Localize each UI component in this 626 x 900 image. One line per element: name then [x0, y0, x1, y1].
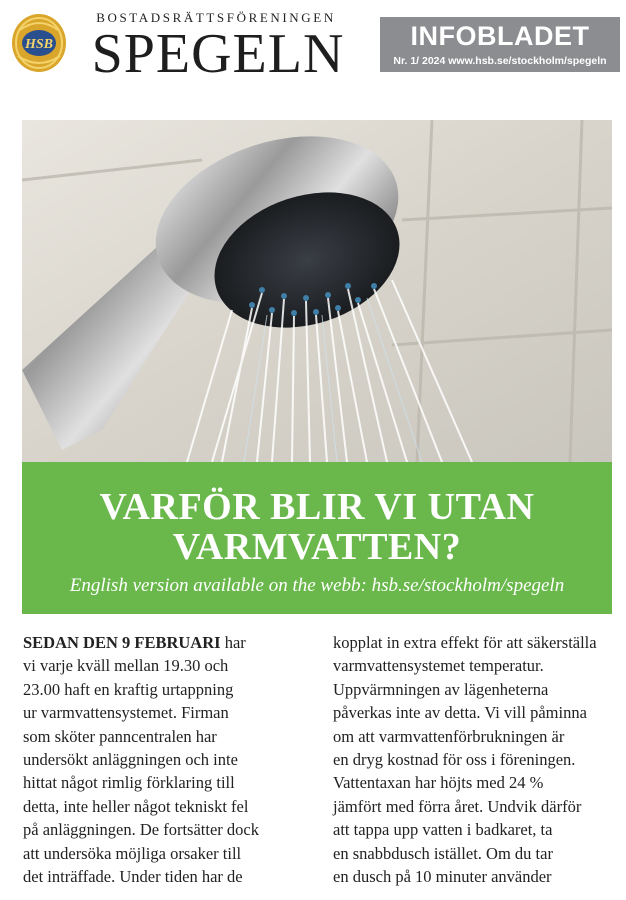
- article-lead: SEDAN DEN 9 FEBRUARI: [23, 633, 221, 652]
- article-column-left: [23, 631, 308, 888]
- issue-and-url: Nr. 1/ 2024 www.hsb.se/stockholm/spegeln: [393, 55, 607, 67]
- english-version-note: English version available on the webb: hsb.se/stockholm/spegeln: [69, 575, 565, 596]
- newsletter-title: INFOBLADET: [410, 21, 590, 51]
- association-label: BOSTADSRÄTTSFÖRENINGEN: [96, 10, 336, 25]
- article-column-right: kopplat in extra effekt för att säkerställa varmvattensystemet temperatur. Uppvärmningen av lägenheterna påverkas inte av detta. Vi vill påminna om att varmvattenförbrukningen är en dryg kostnad för oss i föreningen. Vattentaxan har höjts med 24 % jämfört med förra året. Undvik därför att tappa upp vatten i badkaret, ta en snabbdusch istället. Om du tar en dusch på 10 minuter använder: [333, 633, 597, 887]
- shower-photo: [22, 120, 612, 462]
- association-name: SPEGELN: [91, 23, 345, 85]
- shower-head-image: [22, 120, 612, 462]
- hsb-logo-icon: [10, 12, 68, 74]
- infobladet-box: [380, 17, 620, 72]
- article-text-left: har vi varje kväll mellan 19.30 och 23.00 haft en kraftig urtappning ur varmvattensystemet. Firman som sköter panncentralen har undersökt anläggningen och inte hittat något rimlig förklaring till detta, inte heller något tekniskt fel på anläggningen. De fortsätter dock att undersöka möjliga orsaker till det inträffade. Under tiden har de: [23, 633, 259, 887]
- logo-text: HSB: [24, 37, 54, 52]
- headline-band: [22, 462, 612, 614]
- article-headline: VARFÖR BLIR VI UTAN VARMVATTEN?: [99, 486, 535, 568]
- masthead: [0, 0, 626, 112]
